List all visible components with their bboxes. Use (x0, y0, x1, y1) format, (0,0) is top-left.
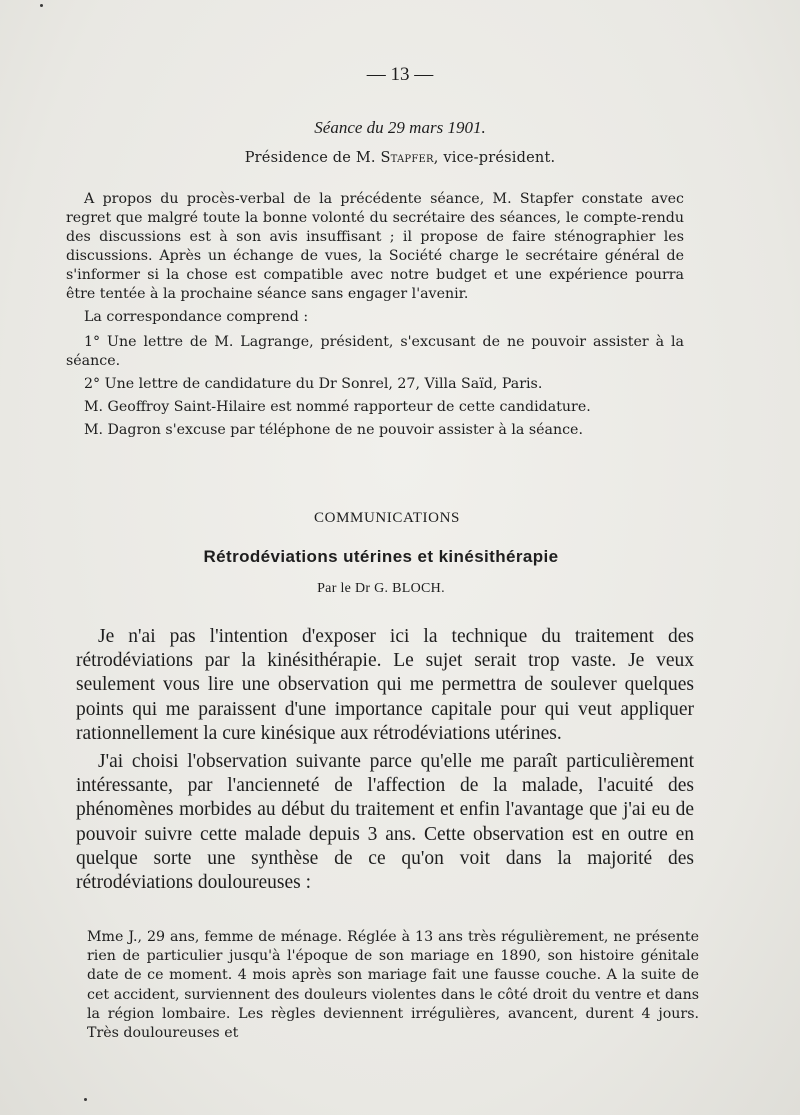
minutes-paragraph: M. Dagron s'excuse par téléphone de ne pouvoir assister à la séance. (84, 422, 583, 438)
minutes-paragraph: A propos du procès-verbal de la précédente séance, M. Stapfer constate avec regret que malgré toute la bonne volonté du secrétaire des séances, le compte-rendu des discussions est à son avis insuffisant ; il propose de faire sténographier les discussions. Après un échange de vues, la Société charge le secrétaire général de s'informer si la chose est compatible avec notre budget et une expérience pourra être tentée à la prochaine séance sans engager l'avenir. (66, 191, 684, 302)
section-heading: COMMUNICATIONS (314, 510, 460, 526)
presidence-prefix: Présidence de M. (244, 150, 381, 166)
minutes-paragraph: 1° Une lettre de M. Lagrange, président, s'excusant de ne pouvoir assister à la séance. (66, 334, 684, 369)
session-minutes (66, 190, 684, 444)
article-title: Rétrodéviations utérines et kinésithérapie (203, 547, 559, 566)
minutes-paragraph: La correspondance comprend : (84, 309, 309, 325)
case-observation (87, 928, 699, 1043)
article-body (76, 625, 694, 899)
presidence-name: Stapfer (380, 150, 434, 166)
presidence-suffix: , vice-président. (433, 150, 556, 166)
session-date: Séance du 29 mars 1901. (314, 118, 486, 137)
print-speck (40, 4, 43, 7)
article-paragraph: J'ai choisi l'observation suivante parce qu'elle me paraît particulièrement intéressante, par l'ancienneté de l'affection de la malade, l'acuité des phénomènes morbides au début du traitement et enfin l'avantage que j'ai eu de pouvoir suivre cette malade depuis 3 ans. Cette observation est en outre en quelque sorte une synthèse de ce qu'on voit dans la majorité des rétrodéviations douloureuses : (76, 751, 694, 894)
minutes-paragraph: M. Geoffroy Saint-Hilaire est nommé rapporteur de cette candidature. (84, 399, 591, 415)
page-number: — 13 — (366, 64, 434, 85)
article-paragraph: Je n'ai pas l'intention d'exposer ici la technique du traitement des rétrodéviations par la kinésithérapie. Le sujet serait trop vaste. Je veux seulement vous lire une observation qui me permettra de soulever quelques points qui me paraissent d'une importance capitale pour qui veut appliquer rationnellement la cure kinésique aux rétrodéviations utérines. (76, 626, 694, 744)
presidence-line (0, 150, 800, 166)
print-speck (84, 1098, 87, 1101)
observation-paragraph: Mme J., 29 ans, femme de ménage. Réglée à 13 ans très régulièrement, ne présente rien de particulier jusqu'à l'époque de son mariage en 1890, son histoire génitale date de ce moment. 4 mois après son mariage fait une fausse couche. A la suite de cet accident, surviennent des douleurs violentes dans le côté droit du ventre et dans la région lombaire. Les règles deviennent irrégulières, avancent, durent 4 jours. Très douloureuses et (87, 929, 699, 1042)
minutes-paragraph: 2° Une lettre de candidature du Dr Sonrel, 27, Villa Saïd, Paris. (84, 376, 543, 392)
article-author: Par le Dr G. BLOCH. (317, 581, 445, 596)
